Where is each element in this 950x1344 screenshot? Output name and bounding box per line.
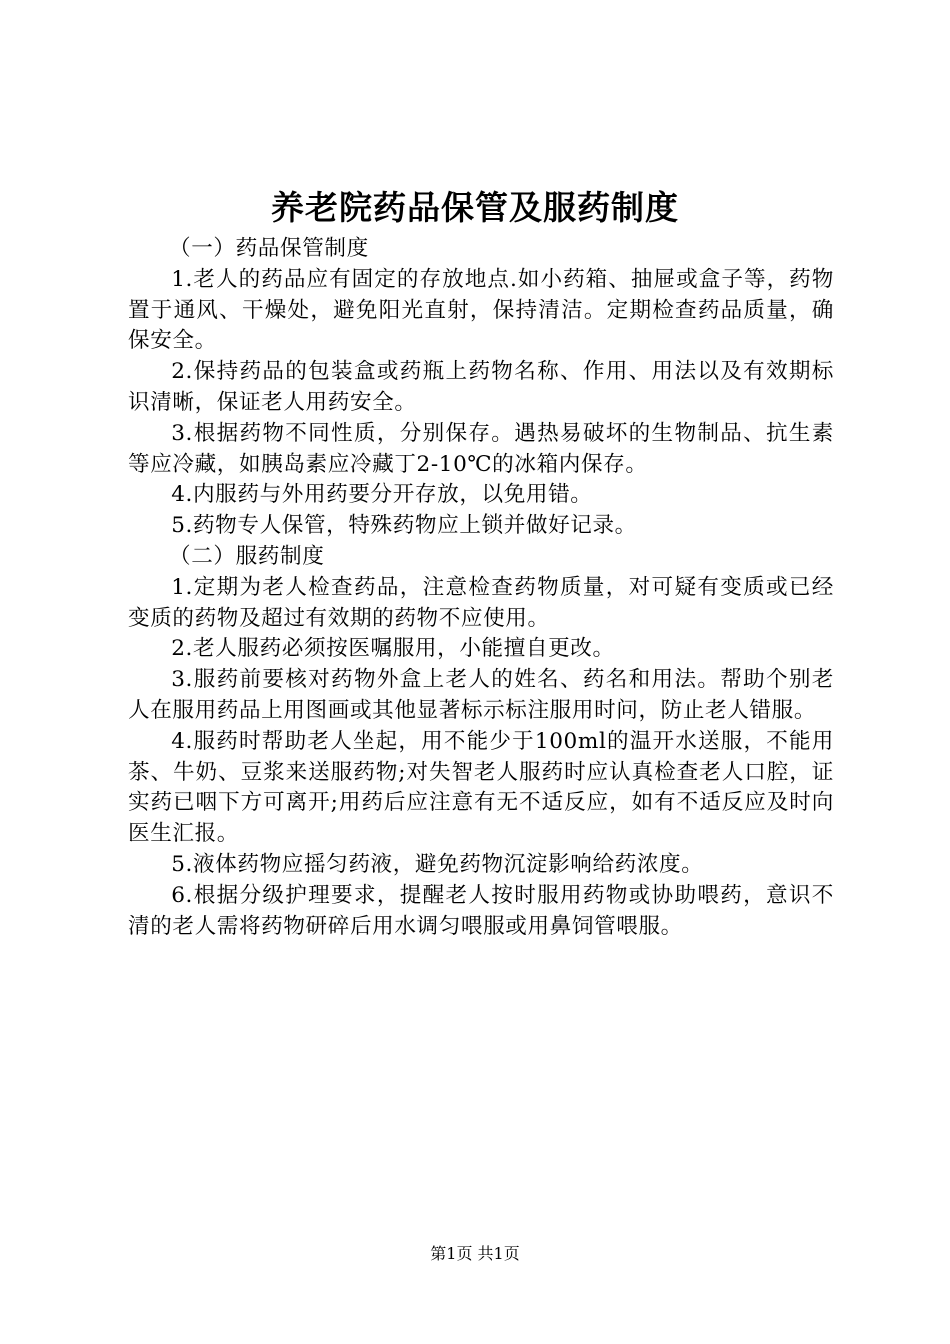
medication-rule-1: 1.定期为老人检查药品，注意检查药物质量，对可疑有变质或已经变质的药物及超过有效期的药物不应使用。 [128,574,834,631]
storage-rule-4: 4.内服药与外用药要分开存放，以免用错。 [171,482,593,508]
medication-rule-6: 6.根据分级护理要求，提醒老人按时服用药物或协助喂药，意识不清的老人需将药物研碎后用水调匀喂服或用鼻饲管喂服。 [128,882,834,939]
medication-rule-4: 4.服药时帮助老人坐起，用不能少于100ml的温开水送服，不能用茶、牛奶、豆浆来送服药物;对失智老人服药时应认真检查老人口腔，证实药已咽下方可离开;用药后应注意有无不适反应，如有不适反应及时向医生汇报。 [128,728,834,847]
storage-rule-3: 3.根据药物不同性质，分别保存。遇热易破坏的生物制品、抗生素等应冷藏，如胰岛素应冷藏丁2-10℃的冰箱内保存。 [128,420,834,477]
medication-rule-2: 2.老人服药必须按医嘱服用，小能擅自更改。 [171,636,615,662]
document-body [128,234,834,942]
section-heading-medication: （二）服药制度 [169,543,325,569]
section-heading-storage: （一）药品保管制度 [169,236,369,261]
document-title: 养老院药品保管及服药制度 [271,188,679,227]
storage-rule-2: 2.保持药品的包装盒或药瓶上药物名称、作用、用法以及有效期标识清晰，保证老人用药安全。 [128,359,834,415]
storage-rule-5: 5.药物专人保管，特殊药物应上锁并做好记录。 [171,513,637,539]
medication-rule-5: 5.液体药物应摇匀药液，避免药物沉淀影响给药浓度。 [171,851,704,877]
storage-rule-1: 1.老人的药品应有固定的存放地点.如小药箱、抽屉或盒子等，药物置于通风、干燥处，避免阳光直射，保持清洁。定期检查药品质量，确保安全。 [128,266,834,354]
medication-rule-3: 3.服药前要核对药物外盒上老人的姓名、药名和用法。帮助个别老人在服用药品上用图画或其他显著标示标注服用时问，防止老人错服。 [128,667,834,723]
page-number-footer: 第1页 共1页 [430,1244,520,1263]
